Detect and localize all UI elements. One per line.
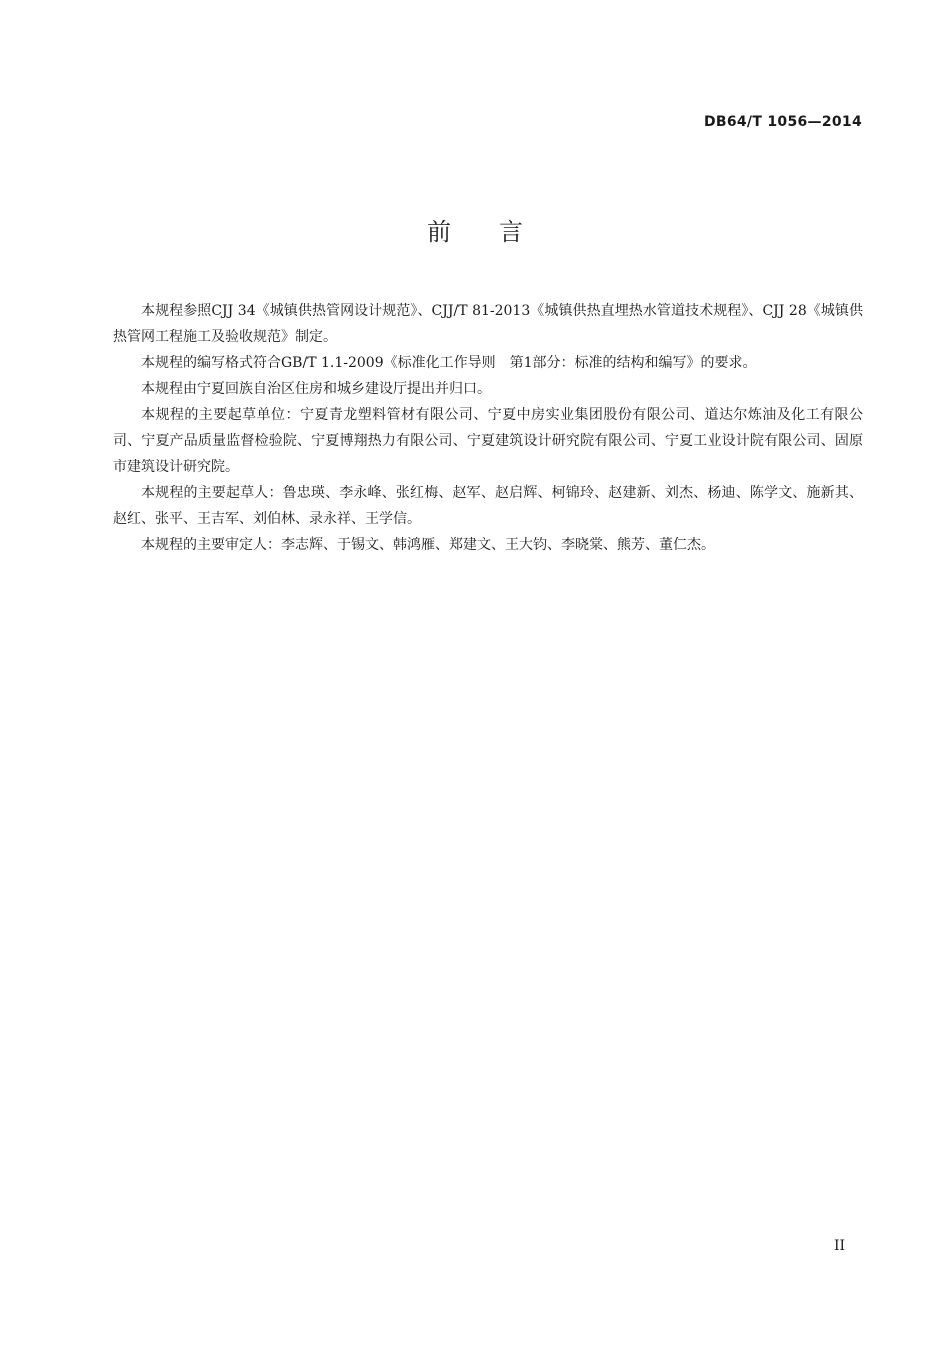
paragraph-reviewers: 本规程的主要审定人：李志辉、于锡文、韩鸿雁、郑建文、王大钧、李晓棠、熊芳、董仁杰。: [141, 537, 715, 553]
paragraph-drafting-units: 本规程的主要起草单位：宁夏青龙塑料管材有限公司、宁夏中房实业集团股份有限公司、道达尔炼油及化工有限公司、宁夏产品质量监督检验院、宁夏博翔热力有限公司、宁夏建筑设计研究院有限公司、宁夏工业设计院有限公司、固原市建筑设计研究院。: [113, 407, 863, 475]
foreword-body: [113, 298, 863, 558]
paragraph-drafters: 本规程的主要起草人：鲁忠瑛、李永峰、张红梅、赵军、赵启辉、柯锦玲、赵建新、刘杰、杨迪、陈学文、施新其、赵红、张平、王吉军、刘伯林、录永祥、王学信。: [113, 485, 863, 527]
document-code: DB64/T 1056—2014: [703, 114, 862, 130]
paragraph-format: 本规程的编写格式符合GB/T 1.1-2009《标准化工作导则 第1部分：标准的结构和编写》的要求。: [141, 355, 757, 371]
page-number: II: [833, 1238, 845, 1254]
paragraph-proposer: 本规程由宁夏回族自治区住房和城乡建设厅提出并归口。: [141, 381, 491, 397]
paragraph-references: 本规程参照CJJ 34《城镇供热管网设计规范》、CJJ/T 81-2013《城镇供热直埋热水管道技术规程》、CJJ 28《城镇供热管网工程施工及验收规范》制定。: [113, 303, 863, 345]
page-title: 前言: [427, 218, 571, 246]
